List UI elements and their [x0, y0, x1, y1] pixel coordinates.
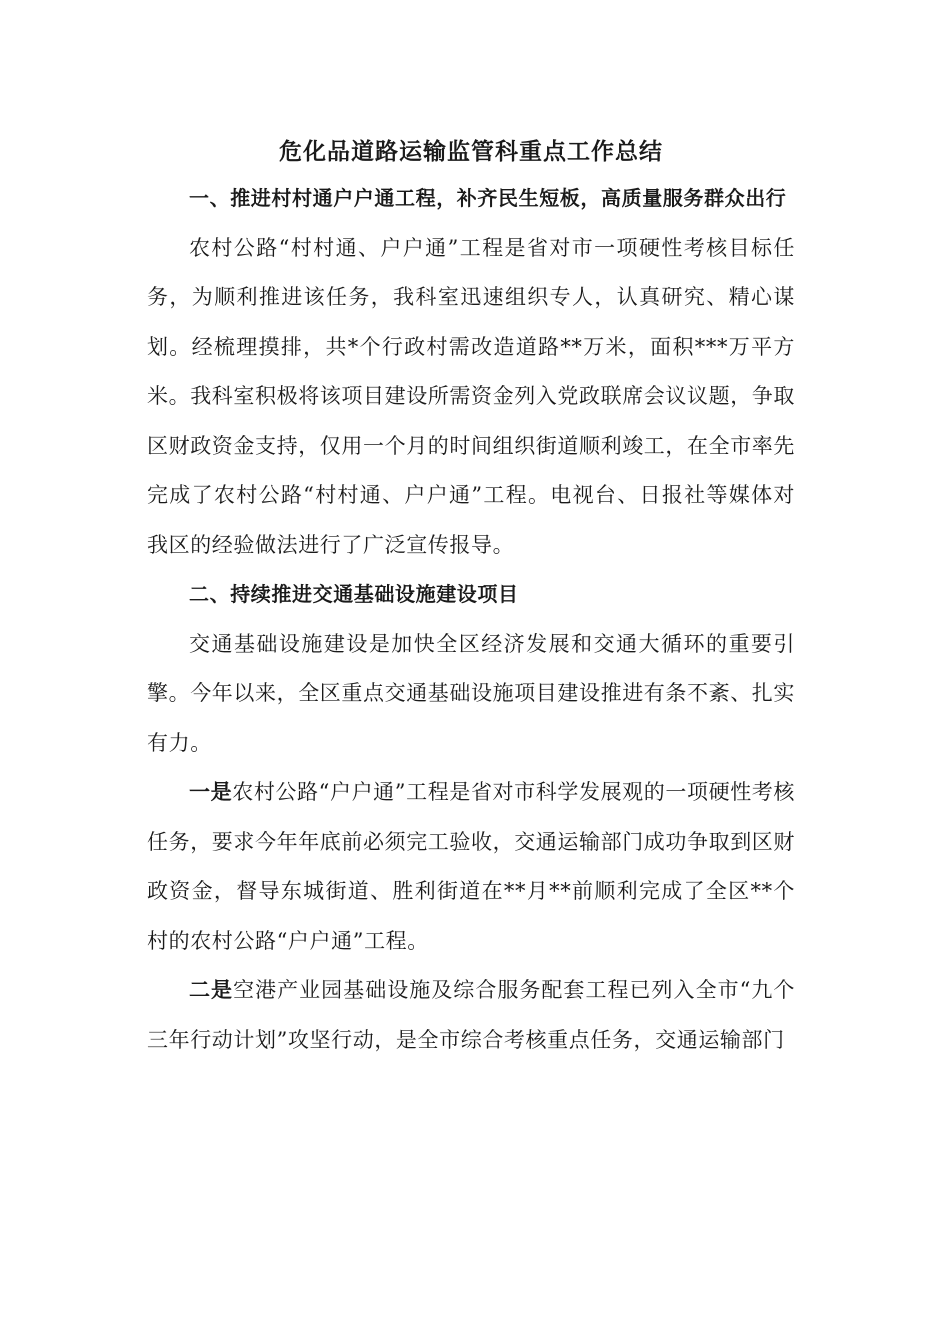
- item-2-text: 空港产业园基础设施及综合服务配套工程已列入全市“九个三年行动计划”攻坚行动，是全市综合考核重点任务，交通运输部门: [147, 978, 796, 1052]
- item-2-lead: 二是: [189, 978, 234, 1002]
- section-1-heading: 一、推进村村通户户通工程，补齐民生短板，高质量服务群众出行: [189, 186, 787, 210]
- item-1-paragraph: [147, 768, 795, 966]
- section-2-paragraph: 交通基础设施建设是加快全区经济发展和交通大循环的重要引擎。今年以来，全区重点交通基础设施项目建设推进有条不紊、扎实有力。: [147, 631, 795, 755]
- section-2-heading: 二、持续推进交通基础设施建设项目: [189, 582, 519, 606]
- document-title: 危化品道路运输监管科重点工作总结: [279, 139, 663, 165]
- section-1-paragraph: 农村公路“村村通、户户通”工程是省对市一项硬性考核目标任务，为顺利推进该任务，我科室迅速组织专人，认真研究、精心谋划。经梳理摸排，共*个行政村需改造道路**万米，面积***万平方米。我科室积极将该项目建设所需资金列入党政联席会议议题，争取区财政资金支持，仅用一个月的时间组织街道顺利竣工，在全市率先完成了农村公路“村村通、户户通”工程。电视台、日报社等媒体对我区的经验做法进行了广泛宣传报导。: [147, 235, 795, 557]
- document-body: [147, 130, 795, 1065]
- item-2-paragraph: [147, 966, 795, 1065]
- item-1-text: 农村公路“户户通”工程是省对市科学发展观的一项硬性考核任务，要求今年年底前必须完工验收，交通运输部门成功争取到区财政资金，督导东城街道、胜利街道在**月**前顺利完成了全区**个村的农村公路“户户通”工程。: [147, 780, 796, 953]
- item-1-lead: 一是: [189, 780, 233, 804]
